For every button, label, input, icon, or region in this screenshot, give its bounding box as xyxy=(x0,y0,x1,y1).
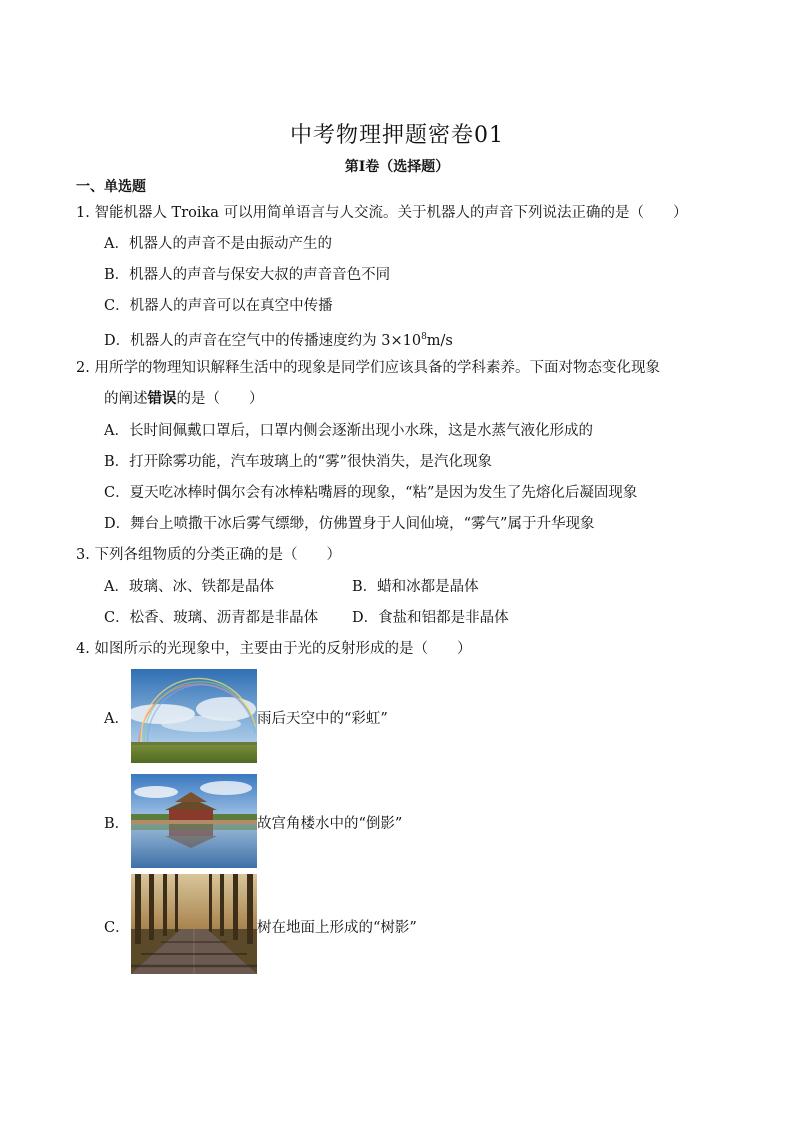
question-1-option-a: A．机器人的声音不是由振动产生的 xyxy=(104,236,332,252)
question-2-option-a: A．长时间佩戴口罩后，口罩内侧会逐渐出现小水珠，这是水蒸气液化形成的 xyxy=(104,423,593,439)
question-3-option-b: B．蜡和冰都是晶体 xyxy=(352,579,479,595)
section-heading: 一、单选题 xyxy=(76,179,146,195)
page-subtitle: 第Ⅰ卷（选择题） xyxy=(344,159,450,175)
rainbow-image xyxy=(131,669,257,763)
question-2-stem: 2. 用所学的物理知识解释生活中的现象是同学们应该具备的学科素养。下面对物态变化现象 xyxy=(76,360,660,376)
option-label: A． xyxy=(104,711,129,727)
palace-reflection-image xyxy=(131,774,257,868)
question-4-stem: 4. 如图所示的光现象中，主要由于光的反射形成的是（ ） xyxy=(76,641,472,657)
page-title: 中考物理押题密卷01 xyxy=(290,123,504,148)
question-3-option-a: A．玻璃、冰、铁都是晶体 xyxy=(104,579,274,595)
option-caption: 故宫角楼水中的“倒影” xyxy=(257,816,403,832)
question-2-stem-continued xyxy=(104,389,264,409)
question-2-option-b: B．打开除雾功能，汽车玻璃上的“雾”很快消失，是汽化现象 xyxy=(104,454,492,470)
option-caption: 雨后天空中的“彩虹” xyxy=(257,711,388,727)
option-label: C． xyxy=(104,920,130,936)
question-3-option-d: D．食盐和铝都是非晶体 xyxy=(352,610,509,626)
option-caption: 树在地面上形成的“树影” xyxy=(257,920,417,936)
option-label: B． xyxy=(104,816,130,832)
option-d-unit: m/s xyxy=(426,333,453,349)
stem-emphasis: 错误 xyxy=(147,390,177,407)
question-2-option-c: C．夏天吃冰棒时偶尔会有冰棒粘嘴唇的现象，“粘”是因为发生了先熔化后凝固现象 xyxy=(104,485,638,501)
question-3-option-c: C．松香、玻璃、沥青都是非晶体 xyxy=(104,610,319,626)
question-2-option-d: D．舞台上喷撒干冰后雾气缥缈，仿佛置身于人间仙境，“雾气”属于升华现象 xyxy=(104,516,595,532)
question-1-stem: 1. 智能机器人 Troika 可以用简单语言与人交流。关于机器人的声音下列说法正确的是（ ） xyxy=(76,205,688,221)
question-3-stem: 3. 下列各组物质的分类正确的是（ ） xyxy=(76,547,341,563)
option-d-text: D．机器人的声音在空气中的传播速度约为 3×10 xyxy=(104,333,422,349)
question-1-option-c: C．机器人的声音可以在真空中传播 xyxy=(104,298,333,314)
option-d-exponent: 8 xyxy=(421,332,427,342)
tree-shadow-image xyxy=(131,874,257,974)
stem-text: 的阐述 xyxy=(104,391,148,407)
question-1-option-d xyxy=(104,327,453,351)
stem-text-end: 的是（ ） xyxy=(176,391,264,407)
question-1-option-b: B．机器人的声音与保安大叔的声音音色不同 xyxy=(104,267,391,283)
